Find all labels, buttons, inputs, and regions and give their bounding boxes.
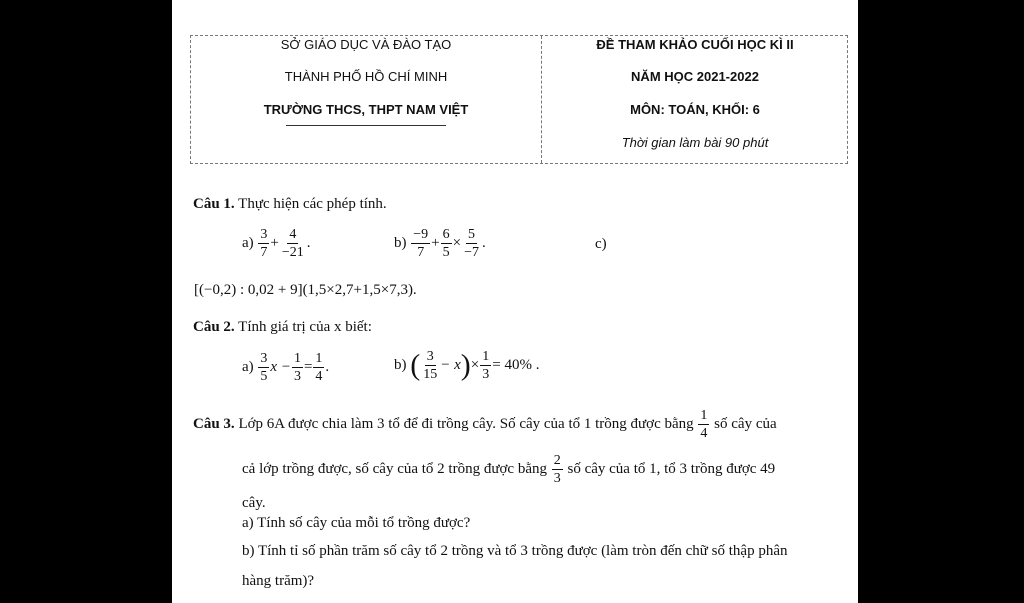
school-year: NĂM HỌC 2021-2022 <box>631 69 759 84</box>
question-3b-line-1: b) Tính tỉ số phần trăm số cây tổ 2 trồng và tổ 3 trồng được (làm tròn đến chữ số thập phân <box>242 543 788 559</box>
department-name: SỞ GIÁO DỤC VÀ ĐÀO TẠO <box>280 37 452 52</box>
question-2b: b) ( $\frac{3}{15}$ − x)× $\frac{1}{3}$ = 40% . <box>394 348 540 382</box>
q1a-label: a) <box>242 234 254 251</box>
q1b-fraction-1: $\frac{-9}{7}$ <box>413 227 429 260</box>
q1a-fraction-1: $\frac{3}{7}$ <box>260 227 268 260</box>
question-1-label: Câu 1. <box>193 196 235 212</box>
q1b-fraction-2: $\frac{6}{5}$ <box>442 227 450 260</box>
question-3-line-2: cả lớp trồng được, số cây của tổ 2 trồng được bằng $\frac{2}{3}$ số cây của tổ 1, tổ 3 trồng được 49 <box>242 453 776 486</box>
question-1-heading <box>193 196 387 213</box>
question-3b-line-2: hàng trăm)? <box>242 573 315 589</box>
q2b-fraction-1: $\frac{3}{15}$ <box>423 349 438 382</box>
question-1a: a) $\frac{3}{7}$ + $\frac{4}{-21}$ . <box>242 227 311 260</box>
question-1-text: Thực hiện các phép tính. <box>238 196 387 212</box>
exam-title: ĐỀ THAM KHẢO CUỐI HỌC KÌ II <box>596 37 794 52</box>
q1b-label: b) <box>394 234 407 251</box>
q2a-fraction-2: $\frac{1}{3}$ <box>293 351 301 384</box>
q3-fraction-1: $\frac{1}{4}$ <box>700 408 708 441</box>
question-2-heading <box>193 319 372 336</box>
question-3-line-1: Câu 3. Lớp 6A được chia làm 3 tổ để đi trồng cây. Số cây của tổ 1 trồng được bằng $\frac{1}{4}$ số cây của <box>193 408 777 441</box>
question-3-line-3: cây. <box>242 495 266 511</box>
exam-page <box>172 0 858 603</box>
subject-grade: MÔN: TOÁN, KHỐI: 6 <box>630 102 760 117</box>
q1c-label: c) <box>595 236 607 252</box>
school-name: TRƯỜNG THCS, THPT NAM VIỆT <box>263 102 469 117</box>
question-2-text: Tính giá trị của x biết: <box>238 319 372 335</box>
question-3a: a) Tính số cây của mỗi tổ trồng được? <box>242 515 471 531</box>
q3-fraction-2: $\frac{2}{3}$ <box>553 453 561 486</box>
q2a-fraction-3: $\frac{1}{4}$ <box>315 351 323 384</box>
q1a-fraction-2: $\frac{4}{-21}$ <box>281 227 304 260</box>
q2a-fraction-1: $\frac{3}{5}$ <box>260 351 268 384</box>
q1b-fraction-3: $\frac{5}{-7}$ <box>464 227 479 260</box>
city-name: THÀNH PHỐ HỒ CHÍ MINH <box>284 69 448 84</box>
question-1b: b) $\frac{-9}{7}$ + $\frac{6}{5}$ × $\frac{5}{-7}$ . <box>394 227 486 260</box>
school-underline <box>286 125 446 126</box>
q2b-fraction-2: $\frac{1}{3}$ <box>482 349 490 382</box>
q1c-expression: [(−0,2) : 0,02 + 9](1,5×2,7+1,5×7,3). <box>194 282 417 298</box>
exam-header-box <box>190 35 848 164</box>
question-2-label: Câu 2. <box>193 319 235 335</box>
question-3-label: Câu 3. <box>193 415 235 432</box>
time-limit: Thời gian làm bài 90 phút <box>621 135 769 150</box>
question-2a: a) $\frac{3}{5}$ x − $\frac{1}{3}$ = $\frac{1}{4}$ . <box>242 351 330 384</box>
